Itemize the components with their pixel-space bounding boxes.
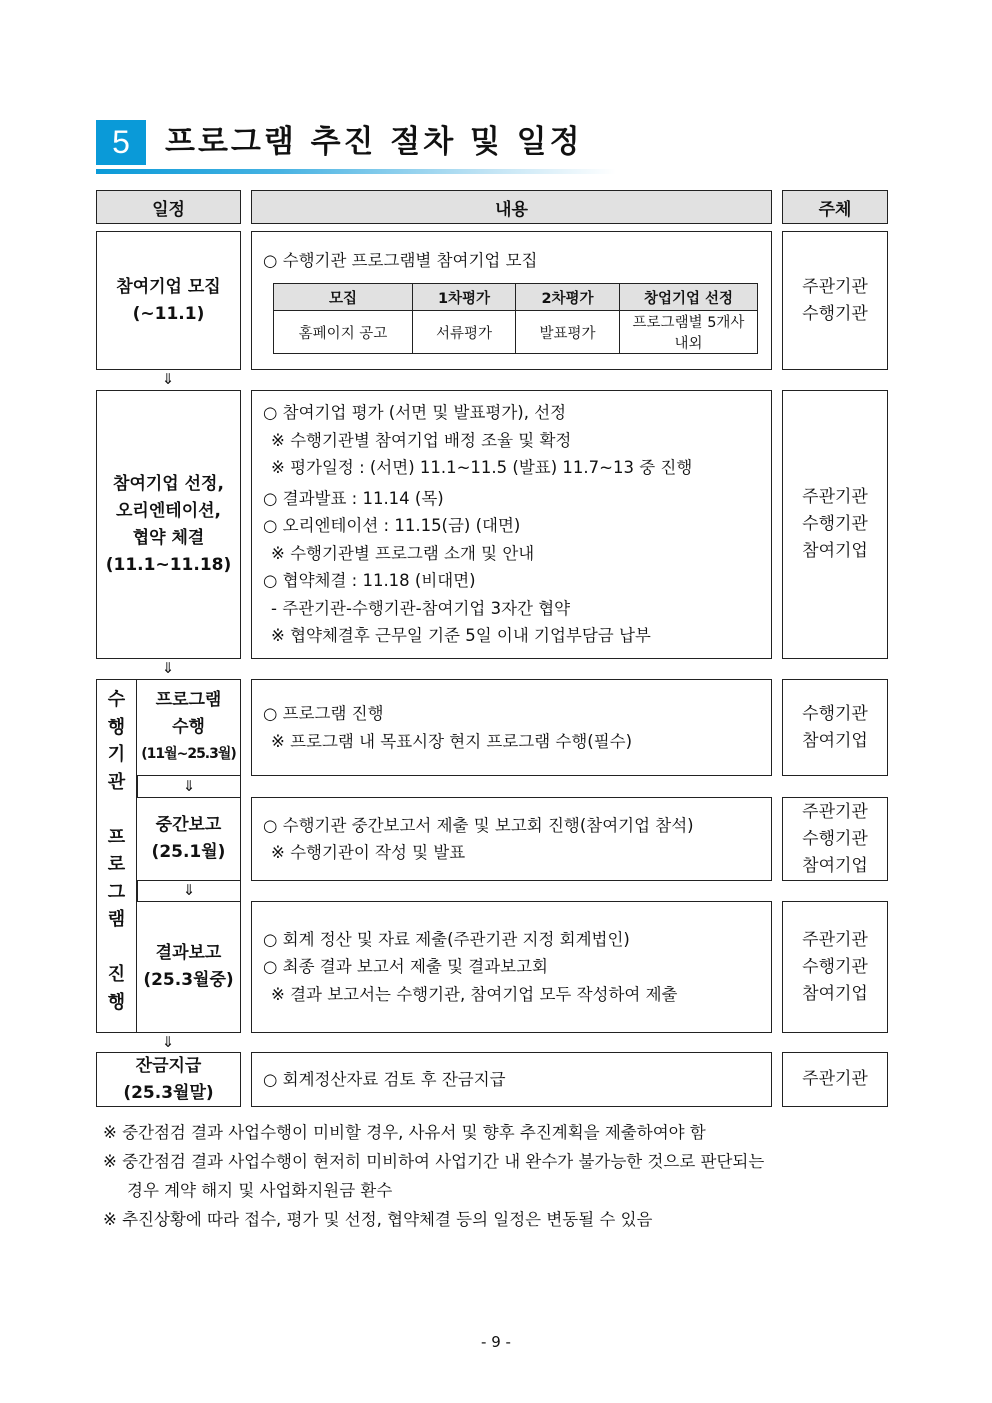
- owner-program-run: [782, 679, 888, 776]
- schedule-final-payment: [96, 1052, 241, 1107]
- inner-table-header-row: [274, 284, 758, 311]
- owner-final-payment: [782, 1052, 888, 1107]
- inner-table-row: [274, 311, 758, 354]
- owner-text: 주관기관: [802, 276, 868, 297]
- content-line: ○ 수행기관 중간보고서 제출 및 보고회 진행(참여기업 참석): [263, 815, 694, 835]
- schedule-date: (25.1월): [151, 842, 226, 862]
- schedule-recruitment: [96, 231, 241, 370]
- owner-text: 주관기관: [802, 929, 868, 950]
- header-content: [251, 190, 772, 224]
- content-program-run: [251, 679, 772, 776]
- owner-recruitment: [782, 231, 888, 370]
- owner-text: 수행기관: [802, 303, 868, 324]
- schedule-text: 참여기업 선정,: [113, 473, 224, 494]
- down-arrow-icon: ⇓: [182, 881, 196, 899]
- schedule-text: 참여기업 모집: [116, 276, 221, 297]
- inner-cell: 프로그램별 5개사 내외: [620, 311, 758, 354]
- group-label-char: 프: [107, 826, 126, 848]
- recruitment-steps-table: [273, 283, 758, 354]
- down-arrow-icon: ⇓: [161, 1033, 175, 1051]
- group-label-vertical: [97, 686, 136, 1016]
- footnotes: [103, 1118, 764, 1234]
- content-recruitment: [251, 231, 772, 370]
- group-label-char: 진: [107, 964, 126, 985]
- owner-final-report: [782, 901, 888, 1033]
- down-arrow-icon: ⇓: [182, 777, 196, 795]
- group-label-char: 로: [107, 854, 126, 875]
- schedule-interim-report: [136, 797, 241, 881]
- group-label-char: 램: [107, 909, 126, 930]
- content-line: ○ 참여기업 평가 (서면 및 발표평가), 선정: [263, 403, 567, 423]
- owner-text: 주관기관: [802, 1069, 868, 1089]
- footnote: ※ 중간점검 결과 사업수행이 미비할 경우, 사유서 및 향후 추진계획을 제출하여야 함: [103, 1123, 706, 1142]
- content-subitem: - 주관기관-수행기관-참여기업 3자간 협약: [271, 598, 571, 618]
- footnote: ※ 추진상황에 따라 접수, 평가 및 선정, 협약체결 등의 일정은 변동될 수 있음: [103, 1210, 653, 1229]
- schedule-date: (11월~25.3월): [141, 746, 236, 762]
- schedule-text: 중간보고: [155, 815, 222, 835]
- owner-text: 참여기업: [802, 730, 868, 751]
- content-interim-report: [251, 797, 772, 881]
- content-note: ※ 프로그램 내 목표시장 현지 프로그램 수행(필수): [271, 731, 633, 751]
- header-schedule-label: 일정: [152, 199, 185, 220]
- header-owner-label: 주체: [818, 199, 852, 220]
- content-final-report: [251, 901, 772, 1033]
- header-schedule: [96, 190, 241, 224]
- content-line: ○ 오리엔테이션 : 11.15(금) (대면): [263, 516, 521, 536]
- content-line: ○ 협약체결 : 11.18 (비대면): [263, 571, 476, 591]
- schedule-date: (~11.1): [132, 303, 205, 324]
- schedule-text: 잔금지급: [135, 1055, 202, 1076]
- group-label-char: 그: [107, 881, 126, 903]
- header-owner: [782, 190, 888, 224]
- owner-text: 수행기관: [802, 703, 868, 724]
- schedule-text: 협약 체결: [132, 527, 205, 548]
- section-number-badge: [96, 120, 146, 165]
- owner-text: 수행기관: [802, 956, 868, 977]
- content-line: ○ 결과발표 : 11.14 (목): [263, 488, 444, 508]
- owner-text: 주관기관: [802, 487, 868, 507]
- schedule-text: 프로그램: [155, 690, 222, 710]
- inner-header-cell: 창업기업 선정: [620, 284, 758, 311]
- schedule-selection: [96, 390, 241, 659]
- group-label-char: 행: [107, 716, 126, 738]
- schedule-date: (25.3월중): [143, 970, 234, 990]
- owner-text: 참여기업: [802, 855, 868, 876]
- owner-text: 참여기업: [802, 541, 868, 561]
- section-number: 5: [112, 124, 130, 160]
- inner-header-cell: 모집: [274, 284, 413, 311]
- inner-cell: 홈페이지 공고: [274, 311, 413, 354]
- content-note: ※ 수행기관별 프로그램 소개 및 안내: [271, 543, 535, 563]
- owner-text: 주관기관: [802, 801, 868, 822]
- content-line: ○ 수행기관 프로그램별 참여기업 모집: [263, 251, 538, 270]
- schedule-program-run: [136, 679, 241, 776]
- group-label-char: 기: [107, 744, 126, 765]
- page-number: - 9 -: [481, 1333, 511, 1351]
- group-label-gap: [97, 796, 136, 824]
- owner-selection: [782, 390, 888, 659]
- footnote: ※ 중간점검 결과 사업수행이 현저히 미비하여 사업기간 내 완수가 불가능한 것으로 판단되는: [103, 1152, 765, 1171]
- content-line: ○ 최종 결과 보고서 제출 및 결과보고회: [263, 957, 548, 977]
- content-line: ○ 회계 정산 및 자료 제출(주관기관 지정 회계법인): [263, 929, 630, 949]
- title-underline: [96, 169, 616, 174]
- content-note: ※ 결과 보고서는 수행기관, 참여기업 모두 작성하여 제출: [271, 984, 678, 1004]
- owner-text: 수행기관: [802, 828, 868, 849]
- owner-text: 참여기업: [802, 983, 868, 1004]
- content-line: ○ 회계정산자료 검토 후 잔금지급: [263, 1069, 506, 1089]
- inner-cell: 발표평가: [516, 311, 620, 354]
- down-arrow-icon: ⇓: [161, 659, 175, 677]
- group-label-char: 행: [107, 991, 126, 1013]
- footnote-continuation: 경우 계약 해지 및 사업화지원금 환수: [127, 1181, 393, 1200]
- content-note: ※ 수행기관이 작성 및 발표: [271, 843, 466, 862]
- page-title: 프로그램 추진 절차 및 일정: [165, 124, 583, 160]
- inner-header-cell: 1차평가: [413, 284, 516, 311]
- content-line: ○ 프로그램 진행: [263, 704, 384, 723]
- schedule-text: 수행: [172, 717, 205, 737]
- group-label-char: 수: [107, 689, 126, 710]
- content-note: ※ 수행기관별 참여기업 배정 조율 및 확정: [271, 430, 572, 450]
- schedule-text: 결과보고: [155, 943, 222, 963]
- owner-text: 수행기관: [802, 514, 868, 534]
- schedule-final-report: [136, 901, 241, 1033]
- down-arrow-icon: ⇓: [161, 370, 175, 388]
- inner-header-cell: 2차평가: [516, 284, 620, 311]
- content-selection: [251, 390, 772, 659]
- schedule-date: (25.3월말): [123, 1082, 214, 1103]
- schedule-text: 오리엔테이션,: [116, 500, 221, 521]
- owner-interim-report: [782, 797, 888, 881]
- header-content-label: 내용: [495, 199, 528, 220]
- content-note: ※ 협약체결후 근무일 기준 5일 이내 기업부담금 납부: [271, 626, 651, 646]
- content-note: ※ 평가일정 : (서면) 11.1~11.5 (발표) 11.7~13 중 진행: [271, 458, 693, 478]
- content-final-payment: [251, 1052, 772, 1107]
- schedule-date: (11.1~11.18): [105, 554, 232, 575]
- inner-cell: 서류평가: [413, 311, 516, 354]
- group-label-gap: [97, 934, 136, 962]
- group-label-char: 관: [107, 771, 126, 793]
